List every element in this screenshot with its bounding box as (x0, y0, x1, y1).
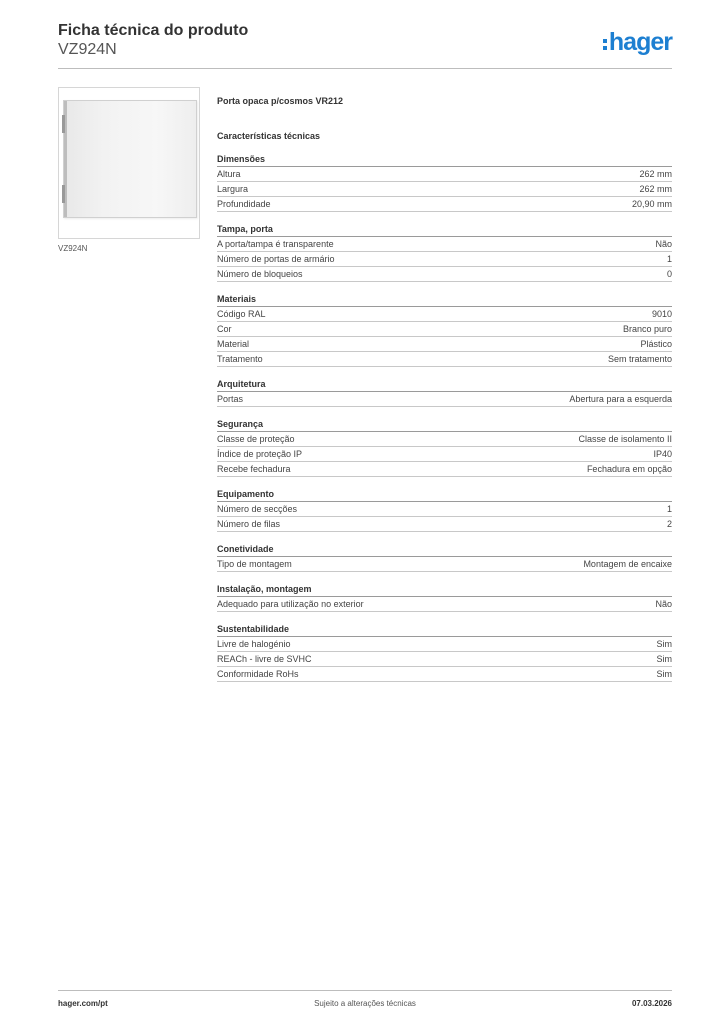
logo-dots-icon (603, 39, 607, 50)
spec-label: Conformidade RoHs (217, 669, 299, 679)
spec-group (217, 582, 672, 612)
spec-label: Número de filas (217, 519, 281, 529)
spec-row (217, 502, 672, 517)
spec-value: IP40 (653, 449, 672, 459)
spec-content (217, 94, 672, 682)
spec-label: Recebe fechadura (217, 464, 291, 474)
spec-group (217, 222, 672, 282)
spec-row (217, 167, 672, 182)
spec-group-title: Conetividade (217, 542, 672, 557)
spec-label: Número de secções (217, 504, 298, 514)
spec-value: Não (655, 599, 672, 609)
spec-label: Tratamento (217, 354, 263, 364)
spec-row (217, 352, 672, 367)
spec-value: 2 (666, 519, 672, 529)
spec-label: Classe de proteção (217, 434, 295, 444)
spec-group (217, 542, 672, 572)
spec-group (217, 622, 672, 682)
spec-label: Portas (217, 394, 244, 404)
spec-label: A porta/tampa é transparente (217, 239, 334, 249)
spec-group-title: Instalação, montagem (217, 582, 672, 597)
spec-value: Plástico (640, 339, 672, 349)
footer-date: 07.03.2026 (631, 999, 672, 1008)
spec-group-title: Tampa, porta (217, 222, 672, 237)
spec-row (217, 252, 672, 267)
spec-label: Cor (217, 324, 232, 334)
spec-label: Número de portas de armário (217, 254, 335, 264)
spec-row (217, 597, 672, 612)
spec-row (217, 637, 672, 652)
logo-text: hager (608, 28, 672, 56)
document-title: Ficha técnica do produto (58, 22, 249, 39)
spec-label: Material (217, 339, 250, 349)
spec-value: Sim (656, 639, 672, 649)
spec-value: Sem tratamento (607, 354, 672, 364)
spec-value: Classe de isolamento II (578, 434, 672, 444)
image-caption: VZ924N (58, 244, 88, 253)
spec-label: REACh - livre de SVHC (217, 654, 312, 664)
spec-value: 1 (666, 254, 672, 264)
spec-row (217, 322, 672, 337)
spec-value: 9010 (651, 309, 672, 319)
spec-row (217, 517, 672, 532)
footer-disclaimer: Sujeito a alterações técnicas (314, 999, 416, 1008)
spec-value: Fechadura em opção (586, 464, 672, 474)
section-heading: Características técnicas (217, 131, 321, 141)
spec-group (217, 152, 672, 212)
spec-value: Montagem de encaixe (583, 559, 672, 569)
spec-label: Número de bloqueios (217, 269, 303, 279)
spec-row (217, 557, 672, 572)
spec-groups (217, 152, 672, 682)
spec-row (217, 392, 672, 407)
spec-group-title: Sustentabilidade (217, 622, 672, 637)
spec-group-title: Equipamento (217, 487, 672, 502)
product-name: Porta opaca p/cosmos VR212 (217, 96, 344, 106)
page-header (58, 22, 672, 69)
spec-label: Livre de halogénio (217, 639, 291, 649)
spec-value: Sim (656, 669, 672, 679)
spec-value: 20,90 mm (631, 199, 672, 209)
hager-logo (603, 28, 672, 57)
spec-label: Tipo de montagem (217, 559, 292, 569)
spec-value: 1 (666, 504, 672, 514)
spec-value: Branco puro (622, 324, 672, 334)
spec-group (217, 417, 672, 477)
spec-row (217, 667, 672, 682)
spec-group (217, 377, 672, 407)
spec-row (217, 337, 672, 352)
product-code: VZ924N (58, 41, 117, 58)
spec-label: Índice de proteção IP (217, 449, 303, 459)
spec-label: Adequado para utilização no exterior (217, 599, 364, 609)
spec-group-title: Segurança (217, 417, 672, 432)
spec-group-title: Arquitetura (217, 377, 672, 392)
spec-label: Código RAL (217, 309, 266, 319)
spec-value: 262 mm (639, 184, 672, 194)
spec-label: Profundidade (217, 199, 271, 209)
door-panel-icon (63, 100, 197, 218)
footer-website-link[interactable]: hager.com/pt (58, 999, 108, 1008)
spec-row (217, 197, 672, 212)
spec-group-title: Dimensões (217, 152, 672, 167)
spec-group (217, 292, 672, 367)
page-footer (58, 990, 672, 1013)
spec-row (217, 267, 672, 282)
spec-row (217, 652, 672, 667)
spec-row (217, 462, 672, 477)
spec-row (217, 182, 672, 197)
product-image (58, 87, 200, 239)
spec-row (217, 432, 672, 447)
spec-value: 0 (666, 269, 672, 279)
spec-value: 262 mm (639, 169, 672, 179)
spec-row (217, 447, 672, 462)
spec-value: Abertura para a esquerda (569, 394, 672, 404)
spec-group (217, 487, 672, 532)
spec-value: Sim (656, 654, 672, 664)
spec-label: Altura (217, 169, 241, 179)
spec-label: Largura (217, 184, 249, 194)
spec-value: Não (655, 239, 672, 249)
spec-row (217, 307, 672, 322)
spec-row (217, 237, 672, 252)
spec-group-title: Materiais (217, 292, 672, 307)
